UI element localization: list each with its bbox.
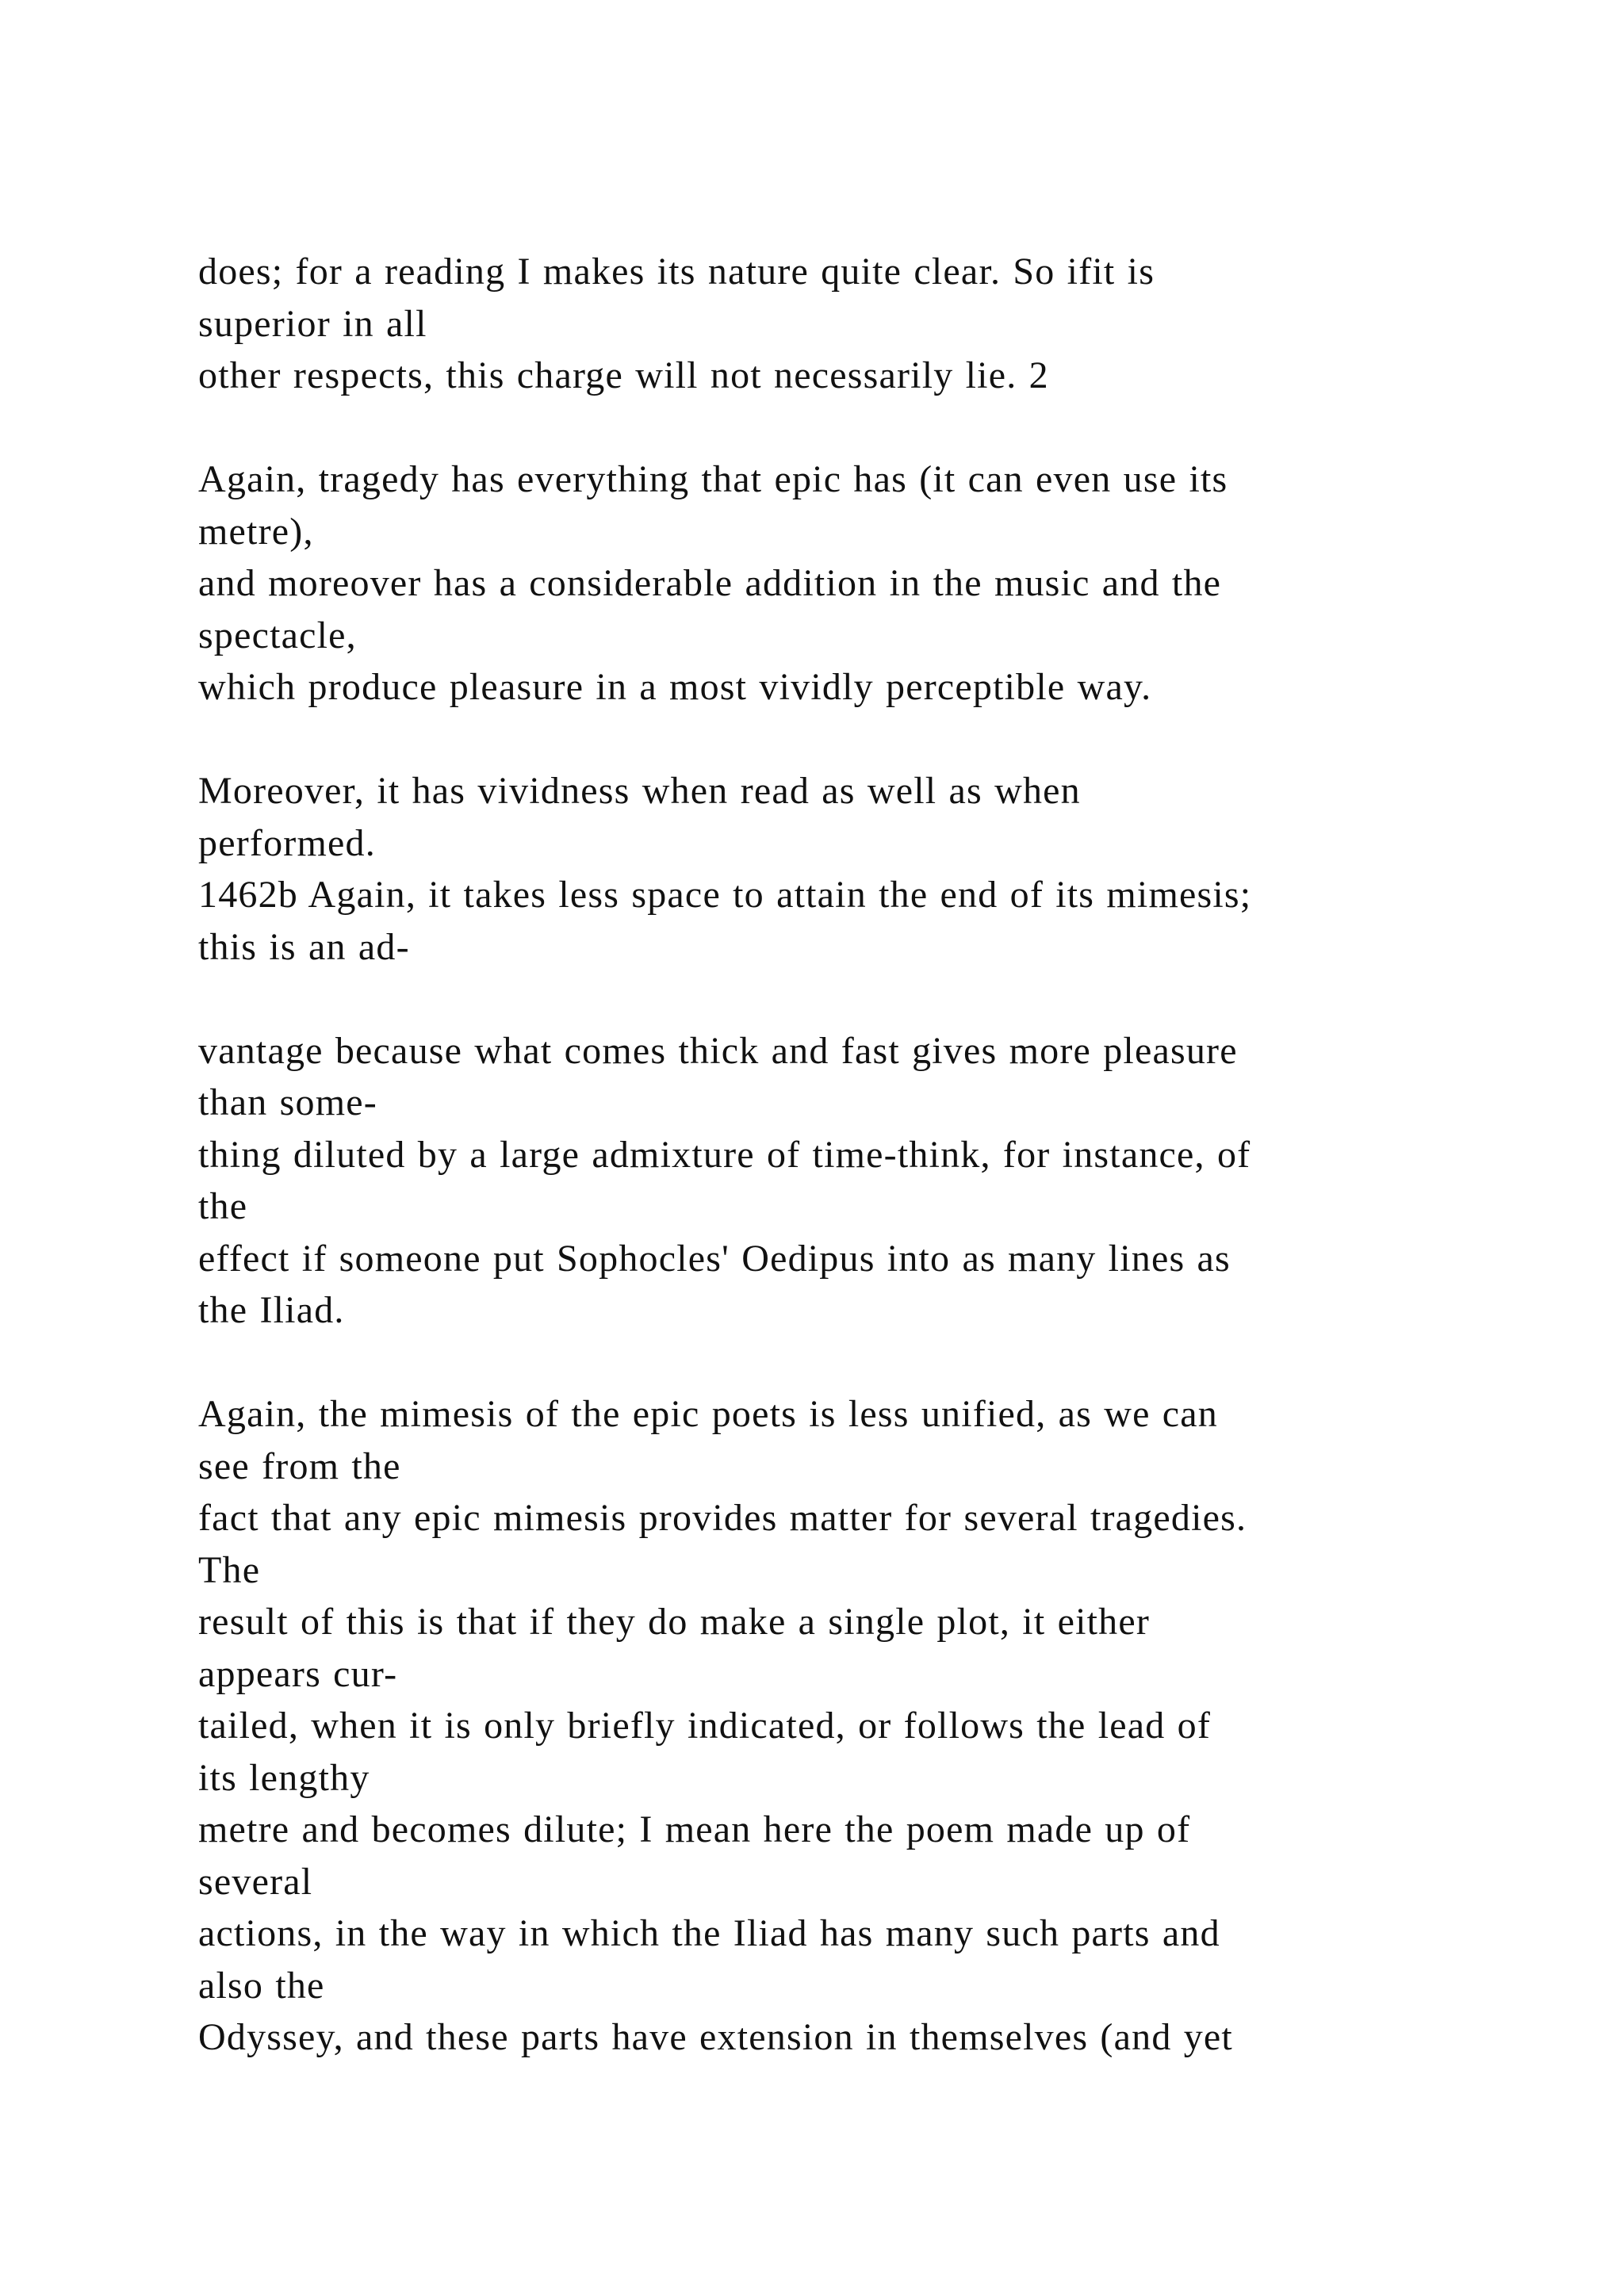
- blank-line: [198, 402, 1515, 454]
- text-line: superior in all: [198, 302, 427, 345]
- text-line: tailed, when it is only briefly indicated, or follows the lead of: [198, 1705, 1212, 1747]
- text-line: and moreover has a considerable addition in the music and the: [198, 562, 1222, 604]
- text-line: effect if someone put Sophocles' Oedipus into as many lines as: [198, 1237, 1231, 1280]
- document-text: [198, 246, 1515, 2064]
- text-line: also the: [198, 1964, 325, 2007]
- text-line: fact that any epic mimesis provides matter for several tragedies.: [198, 1497, 1247, 1539]
- text-line: Odyssey, and these parts have extension in themselves (and yet: [198, 2016, 1233, 2058]
- text-line: actions, in the way in which the Iliad has many such parts and: [198, 1912, 1220, 1954]
- blank-line: [198, 1337, 1515, 1389]
- text-line: than some-: [198, 1081, 377, 1123]
- text-line: performed.: [198, 821, 376, 864]
- text-line: The: [198, 1548, 261, 1591]
- text-line: several: [198, 1860, 313, 1903]
- text-line: this is an ad-: [198, 925, 410, 968]
- blank-line: [198, 714, 1515, 766]
- text-line: which produce pleasure in a most vividly perceptible way.: [198, 666, 1152, 708]
- blank-line: [198, 973, 1515, 1025]
- text-line: result of this is that if they do make a single plot, it either: [198, 1601, 1151, 1643]
- text-line: appears cur-: [198, 1652, 398, 1695]
- text-line: the: [198, 1185, 248, 1227]
- text-line: thing diluted by a large admixture of time-think, for instance, of: [198, 1133, 1251, 1176]
- text-line: metre and becomes dilute; I mean here the poem made up of: [198, 1808, 1191, 1850]
- text-line: see from the: [198, 1445, 401, 1487]
- text-line: spectacle,: [198, 614, 357, 656]
- text-line: vantage because what comes thick and fast gives more pleasure: [198, 1029, 1238, 1072]
- text-line: Moreover, it has vividness when read as well as when: [198, 770, 1081, 812]
- text-line: the Iliad.: [198, 1289, 345, 1331]
- text-line: its lengthy: [198, 1756, 370, 1799]
- text-line: other respects, this charge will not necessarily lie. 2: [198, 354, 1049, 396]
- text-line: metre),: [198, 510, 314, 553]
- text-line: 1462b Again, it takes less space to attain the end of its mimesis;: [198, 874, 1252, 916]
- text-line: does; for a reading I makes its nature quite clear. So ifit is: [198, 251, 1155, 293]
- text-line: Again, the mimesis of the epic poets is less unified, as we can: [198, 1393, 1218, 1435]
- text-line: Again, tragedy has everything that epic has (it can even use its: [198, 458, 1228, 500]
